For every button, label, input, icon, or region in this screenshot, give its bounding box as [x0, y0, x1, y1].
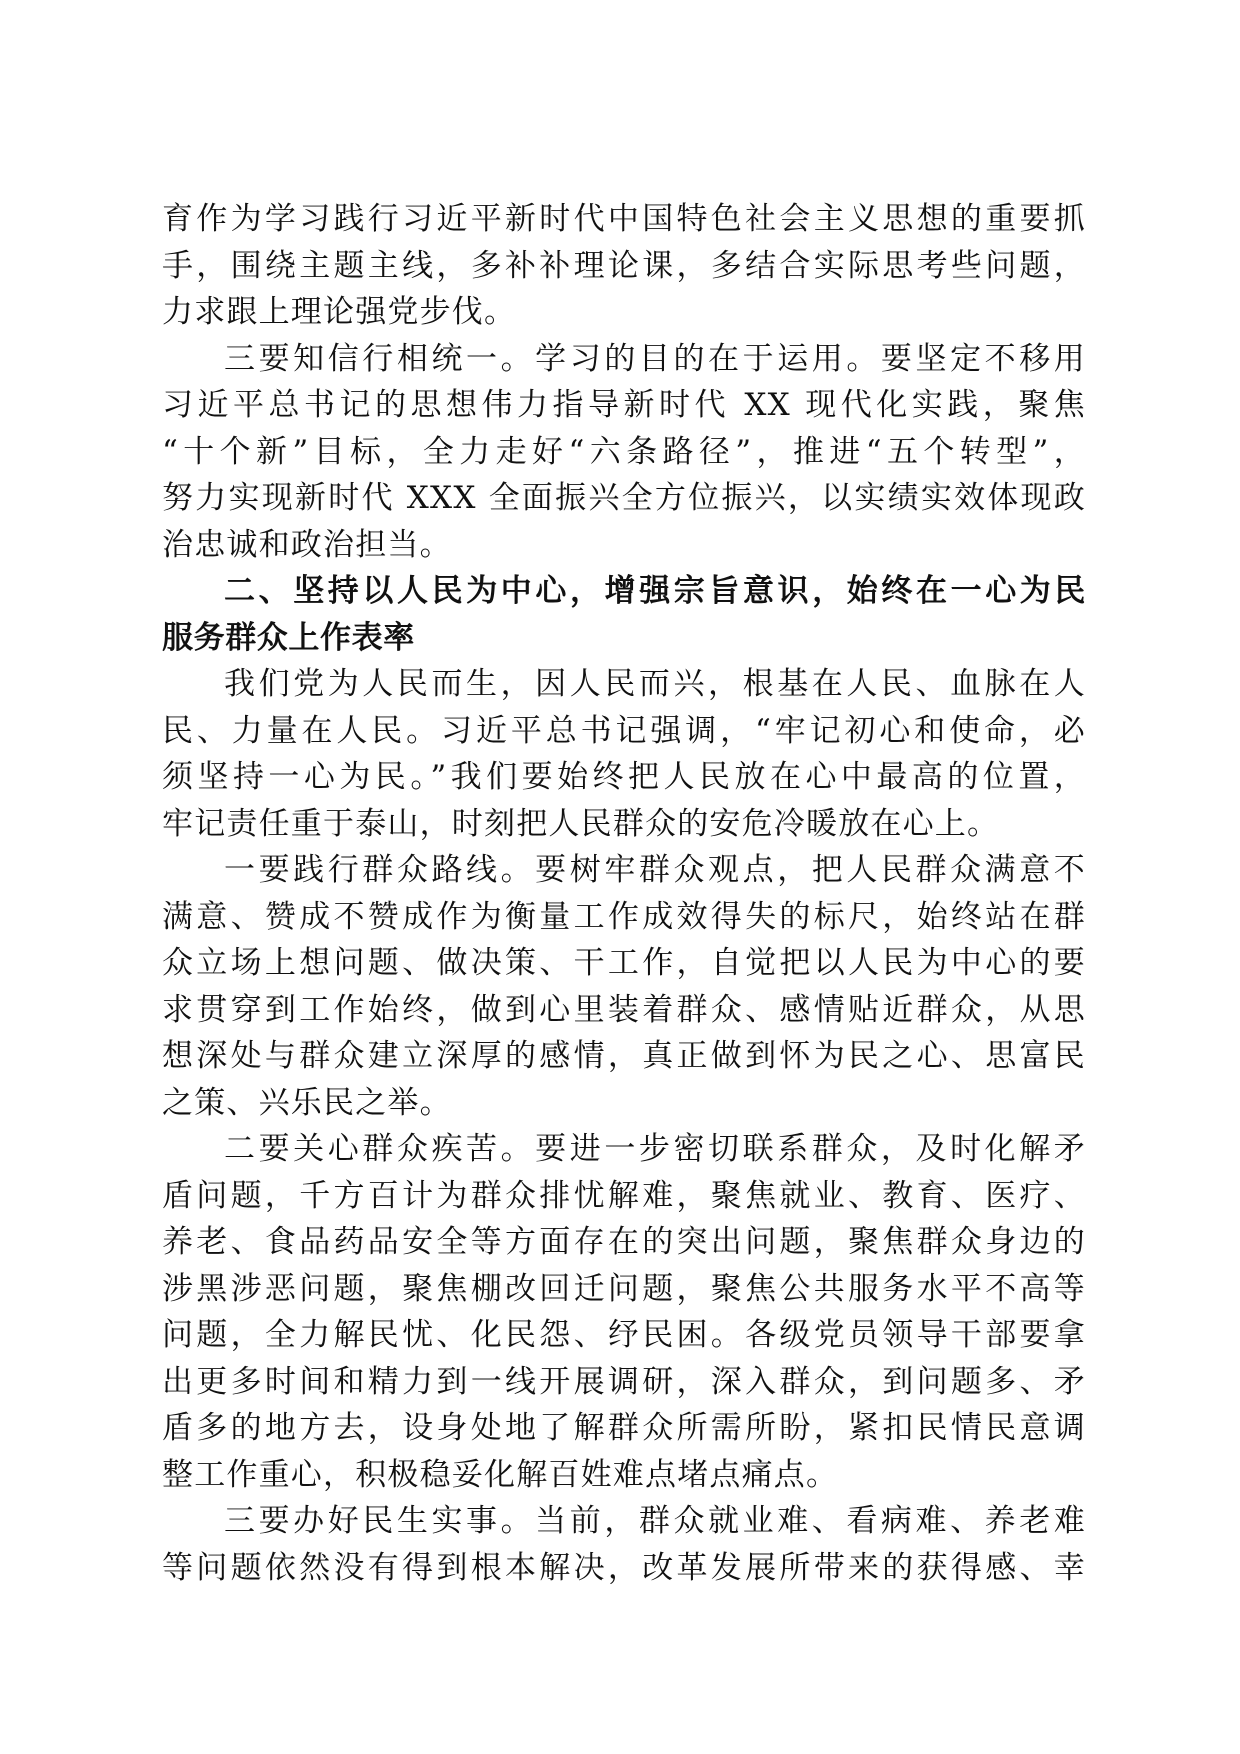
section-heading: [162, 568, 1086, 661]
text-line: 出更多时间和精力到一线开展调研，深入群众，到问题多、矛: [162, 1363, 1086, 1400]
text-line: 之策、兴乐民之举。: [162, 1084, 452, 1121]
text-line: 三要知信行相统一。学习的目的在于运用。要坚定不移用: [224, 340, 1086, 377]
paragraph-1: [162, 196, 1086, 336]
paragraph-6: [162, 1498, 1086, 1591]
text-line: 一要践行群众路线。要树牢群众观点，把人民群众满意不: [224, 852, 1086, 888]
text-line: 手，围绕主题主线，多补补理论课，多结合实际思考些问题，: [162, 247, 1086, 284]
text-line: 努力实现新时代 XXX 全面振兴全方位振兴，以实绩实效体现政: [162, 480, 1086, 516]
text-line: 等问题依然没有得到根本解决，改革发展所带来的获得感、幸: [162, 1549, 1086, 1586]
text-line: “十个新”目标，全力走好“六条路径”，推进“五个转型”，: [162, 433, 1086, 470]
text-line: 求贯穿到工作始终，做到心里装着群众、感情贴近群众，从思: [162, 991, 1086, 1028]
paragraph-5: [162, 1126, 1086, 1498]
heading-line: 服务群众上作表率: [162, 619, 415, 656]
text-line: 三要办好民生实事。当前，群众就业难、看病难、养老难: [224, 1503, 1086, 1539]
heading-line: 二、坚持以人民为中心，增强宗旨意识，始终在一心为民: [224, 573, 1086, 609]
text-line: 力求跟上理论强党步伐。: [162, 294, 517, 330]
paragraph-2: [162, 336, 1086, 569]
text-line: 问题，全力解民忧、化民怨、纾民困。各级党员领导干部要拿: [162, 1317, 1086, 1353]
text-line: 我们党为人民而生，因人民而兴，根基在人民、血脉在人: [224, 666, 1086, 702]
text-line: 须坚持一心为民。”我们要始终把人民放在心中最高的位置，: [162, 759, 1086, 795]
text-line: 涉黑涉恶问题，聚焦棚改回迁问题，聚焦公共服务水平不高等: [162, 1270, 1086, 1307]
paragraph-3: [162, 661, 1086, 847]
text-line: 养老、食品药品安全等方面存在的突出问题，聚焦群众身边的: [162, 1224, 1086, 1260]
text-line: 牢记责任重于泰山，时刻把人民群众的安危冷暖放在心上。: [162, 805, 1000, 842]
document-body: [162, 196, 1086, 1591]
paragraph-4: [162, 847, 1086, 1126]
text-line: 盾多的地方去，设身处地了解群众所需所盼，紧扣民情民意调: [162, 1410, 1086, 1446]
text-line: 满意、赞成不赞成作为衡量工作成效得失的标尺，始终站在群: [162, 898, 1086, 935]
text-line: 众立场上想问题、做决策、干工作，自觉把以人民为中心的要: [162, 945, 1086, 981]
text-line: 盾问题，千方百计为群众排忧解难，聚焦就业、教育、医疗、: [162, 1177, 1086, 1214]
text-line: 想深处与群众建立深厚的感情，真正做到怀为民之心、思富民: [162, 1038, 1086, 1074]
text-line: 二要关心群众疾苦。要进一步密切联系群众，及时化解矛: [224, 1131, 1086, 1167]
text-line: 整工作重心，积极稳妥化解百姓难点堵点痛点。: [162, 1456, 839, 1493]
text-line: 治忠诚和政治担当。: [162, 526, 452, 563]
text-line: 习近平总书记的思想伟力指导新时代 XX 现代化实践，聚焦: [162, 387, 1086, 423]
text-line: 民、力量在人民。习近平总书记强调，“牢记初心和使命，必: [162, 712, 1086, 749]
text-line: 育作为学习践行习近平新时代中国特色社会主义思想的重要抓: [162, 201, 1086, 237]
